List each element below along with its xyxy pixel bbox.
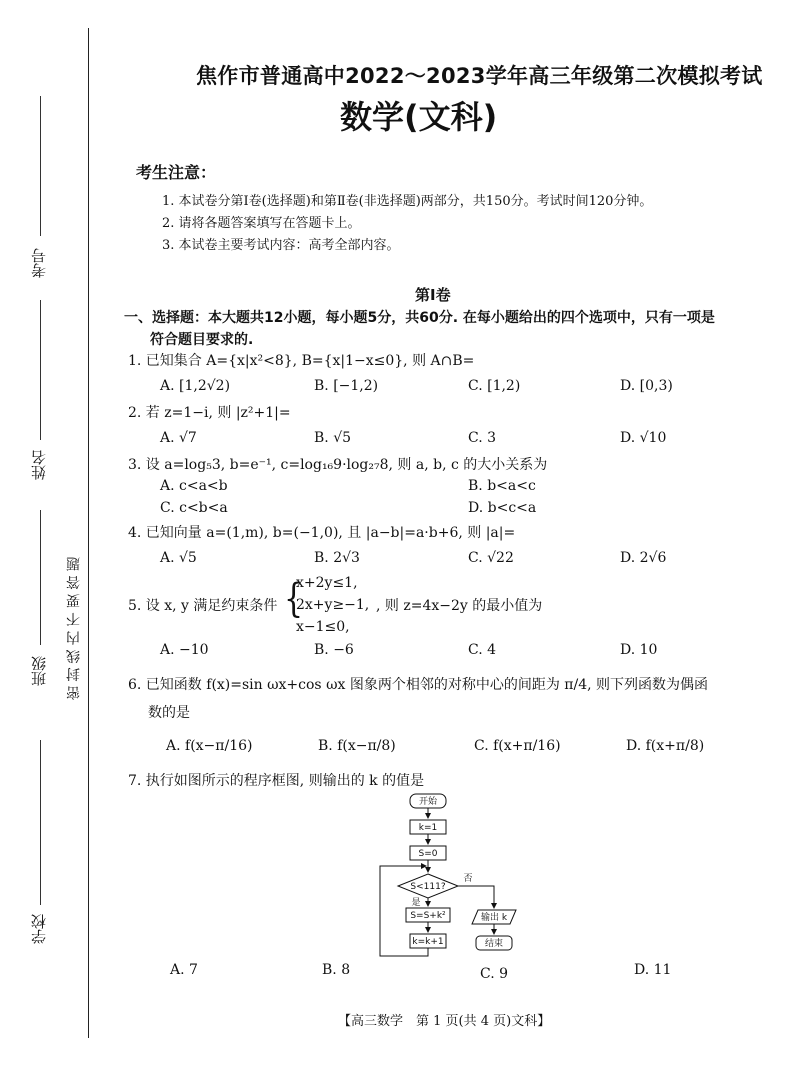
question-7-option-a: A. 7 — [170, 962, 198, 978]
question-2-stem: 2. 若 z=1−i, 则 |z²+1|= — [128, 405, 291, 421]
question-6-option-a: A. f(x−π/16) — [166, 738, 253, 754]
init-k-text: k=1 — [418, 823, 438, 833]
question-5-option-a: A. −10 — [160, 642, 209, 658]
question-6-option-b: B. f(x−π/8) — [318, 738, 396, 754]
question-2-option-b: B. √5 — [314, 430, 352, 446]
question-6-option-d: D. f(x+π/8) — [626, 738, 705, 754]
notice-item-1: 1. 本试卷分第Ⅰ卷(选择题)和第Ⅱ卷(非选择题)两部分，共150分。考试时间120分钟。 — [162, 194, 653, 209]
exam-number-label: 考号 — [30, 248, 48, 278]
exam-title: 焦作市普通高中2022～2023学年高三年级第二次模拟考试 — [196, 64, 763, 88]
condition-text: S<111? — [410, 882, 446, 892]
subject-title: 数学(文科) — [340, 98, 498, 136]
constraint-3: x−1≤0, — [296, 619, 350, 635]
question-3-option-a: A. c<a<b — [160, 478, 228, 494]
update-k-text: k=k+1 — [412, 937, 444, 947]
output-text: 输出 k — [480, 913, 508, 923]
question-1-option-b: B. [−1,2) — [314, 378, 379, 394]
question-2-option-c: C. 3 — [468, 430, 497, 446]
seal-notice: 密 封 线 内 不 要 答 题 — [66, 556, 82, 700]
page-footer: 【高三数学 第 1 页(共 4 页)文科】 — [338, 1014, 551, 1029]
no-text: 否 — [463, 874, 473, 884]
question-3-option-b: B. b<a<c — [468, 478, 536, 494]
constraint-brace: { — [284, 576, 304, 623]
init-s-text: S=0 — [418, 849, 438, 859]
constraint-system — [296, 572, 369, 638]
constraint-1: x+2y≤1, — [296, 575, 358, 591]
class-label: 班级 — [30, 656, 48, 686]
question-5-option-d: D. 10 — [620, 642, 658, 658]
yes-text: 是 — [411, 898, 421, 908]
start-text: 开始 — [418, 797, 438, 807]
end-text: 结束 — [484, 939, 504, 949]
question-7-option-c: C. 9 — [480, 966, 509, 982]
constraint-2: 2x+y≥−1, — [296, 597, 370, 613]
question-7-option-d: D. 11 — [634, 962, 672, 978]
update-s-text: S=S+k² — [410, 911, 446, 921]
question-3-stem: 3. 设 a=log₅3, b=e⁻¹, c=log₁₆9·log₂₇8, 则 a, b, c 的大小关系为 — [128, 457, 548, 473]
binding-line — [88, 28, 89, 1038]
notice-item-2: 2. 请将各题答案填写在答题卡上。 — [162, 216, 361, 231]
question-4-option-a: A. √5 — [160, 550, 197, 566]
school-label: 学校 — [30, 914, 48, 944]
notice-heading: 考生注意： — [136, 163, 217, 182]
question-5-option-c: C. 4 — [468, 642, 497, 658]
school-blank — [40, 740, 41, 905]
section-line-1: 一、选择题：本大题共12小题，每小题5分，共60分. 在每小题给出的四个选项中，只有一项是 — [124, 310, 715, 326]
question-3-option-d: D. b<c<a — [468, 500, 537, 516]
question-1-option-c: C. [1,2) — [468, 378, 521, 394]
program-flowchart — [370, 790, 540, 960]
class-blank — [40, 510, 41, 645]
question-4-option-d: D. 2√6 — [620, 550, 667, 566]
question-1-stem: 1. 已知集合 A={x|x²<8}, B={x|1−x≤0}, 则 A∩B= — [128, 353, 475, 369]
notice-item-3: 3. 本试卷主要考试内容：高考全部内容。 — [162, 238, 400, 253]
exam-number-blank — [40, 96, 41, 236]
question-1-option-a: A. [1,2√2) — [160, 378, 231, 394]
name-blank — [40, 300, 41, 440]
question-4-option-c: C. √22 — [468, 550, 514, 566]
question-6-stem: 6. 已知函数 f(x)=sin ωx+cos ωx 图象两个相邻的对称中心的间距为 π/4, 则下列函数为偶函 — [128, 677, 709, 693]
question-7-option-b: B. 8 — [322, 962, 351, 978]
name-label: 姓名 — [30, 450, 48, 480]
question-1-option-d: D. [0,3) — [620, 378, 673, 394]
question-7-stem: 7. 执行如图所示的程序框图, 则输出的 k 的值是 — [128, 773, 425, 789]
question-5-stem-prefix: 5. 设 x, y 满足约束条件 — [128, 598, 278, 614]
question-6-option-c: C. f(x+π/16) — [474, 738, 561, 754]
question-4-option-b: B. 2√3 — [314, 550, 360, 566]
question-5-stem-suffix: , 则 z=4x−2y 的最小值为 — [376, 598, 543, 614]
question-3-option-c: C. c<b<a — [160, 500, 228, 516]
question-2-option-a: A. √7 — [160, 430, 197, 446]
section-line-2: 符合题目要求的. — [150, 332, 254, 348]
question-5-option-b: B. −6 — [314, 642, 354, 658]
question-4-stem: 4. 已知向量 a=(1,m), b=(−1,0), 且 |a−b|=a·b+6, 则 |a|= — [128, 525, 516, 541]
question-6-stem-cont: 数的是 — [148, 705, 190, 721]
question-2-option-d: D. √10 — [620, 430, 667, 446]
part-title: 第Ⅰ卷 — [415, 286, 451, 304]
section-instructions — [124, 307, 764, 351]
